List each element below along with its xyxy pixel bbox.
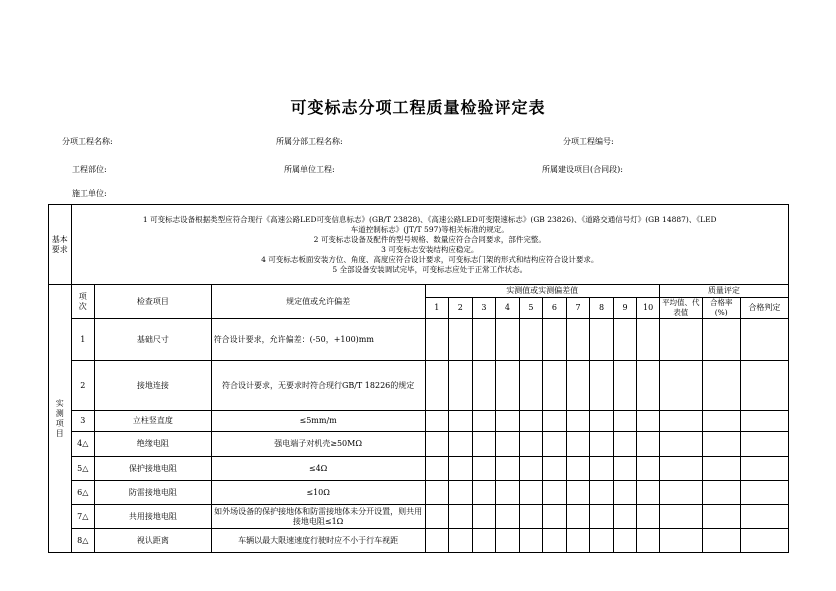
basic-requirements-text	[71, 205, 789, 285]
construction-unit-label: 施工单位:	[72, 189, 107, 198]
row-item: 视认距离	[95, 529, 212, 553]
row-item: 共用接地电阻	[95, 505, 212, 529]
row-item: 立柱竖直度	[95, 411, 212, 432]
row-seq: 2	[71, 361, 95, 411]
col-judge-header: 合格判定	[740, 298, 788, 319]
measure-col-number: 7	[566, 298, 590, 319]
header-row-1	[49, 285, 789, 298]
measured-items-label: 实测项目	[49, 285, 72, 553]
parent-item-name-label: 所属分部工程名称:	[276, 137, 343, 146]
row-item: 防雷接地电阻	[95, 481, 212, 505]
row-std: 如外场设备的保护接地体和防雷接地体未分开设置，则共用接地电阻≤1Ω	[211, 505, 425, 529]
construction-project-label: 所属建设项目(合同段):	[542, 165, 623, 174]
row-item: 基础尺寸	[95, 319, 212, 361]
row-seq: 3	[71, 411, 95, 432]
measure-col-number: 1	[425, 298, 449, 319]
requirement-line: 3 可变标志安装结构应稳定。	[381, 244, 479, 254]
basic-requirements-row	[49, 205, 789, 285]
measure-col-number: 5	[519, 298, 543, 319]
row-seq: 7△	[71, 505, 95, 529]
row-seq: 6△	[71, 481, 95, 505]
row-std: ≤4Ω	[211, 457, 425, 481]
row-std: 符合设计要求，无要求时符合现行GB/T 18226的规定	[211, 361, 425, 411]
table-row	[49, 457, 789, 481]
requirement-line: 5 全部设备安装调试完毕，可变标志应处于正常工作状态。	[332, 264, 528, 274]
measure-col-number: 10	[637, 298, 660, 319]
col-seq-header: 项次	[71, 285, 95, 319]
requirement-line: 4 可变标志板面安装方位、角度、高度应符合设计要求，可变标志门架的形式和结构应符合设计要求。	[261, 254, 599, 264]
col-quality-header: 质量评定	[659, 285, 788, 298]
measure-col-number: 8	[590, 298, 614, 319]
row-seq: 1	[71, 319, 95, 361]
row-std: 符合设计要求，允许偏差：(-50，+100)mm	[211, 319, 425, 361]
measure-col-number: 2	[449, 298, 473, 319]
project-part-label: 工程部位:	[72, 165, 107, 174]
col-measured-header: 实测值或实测偏差值	[425, 285, 659, 298]
requirement-line: 车道控制标志》(JT/T 597)等相关标准的规定。	[350, 224, 509, 234]
basic-requirements-label: 基本要求	[49, 205, 72, 285]
table-row	[49, 432, 789, 457]
col-avg-header: 平均值、代表值	[659, 298, 702, 319]
measure-col-number: 4	[496, 298, 520, 319]
requirement-line: 1 可变标志设备根据类型应符合现行《高速公路LED可变信息标志》(GB/T 23828)、《高速公路LED可变限速标志》(GB 23826)、《道路交通信号灯》(GB 14887)、《LED	[142, 214, 717, 224]
subitem-name-label: 分项工程名称:	[62, 137, 113, 146]
table-row	[49, 505, 789, 529]
requirement-line: 2 可变标志设备及配件的型号规格、数量应符合合同要求，部件完整。	[313, 234, 546, 244]
col-std-header: 规定值或允许偏差	[211, 285, 425, 319]
table-row	[49, 411, 789, 432]
row-std: ≤10Ω	[211, 481, 425, 505]
page-title: 可变标志分项工程质量检验评定表	[290, 98, 546, 117]
row-item: 接地连接	[95, 361, 212, 411]
table-row	[49, 529, 789, 553]
row-std: ≤5mm/m	[211, 411, 425, 432]
subitem-code-label: 分项工程编号:	[563, 137, 614, 146]
row-seq: 4△	[71, 432, 95, 457]
table-row	[49, 319, 789, 361]
measure-col-number: 6	[543, 298, 567, 319]
table-row	[49, 481, 789, 505]
row-item: 绝缘电阻	[95, 432, 212, 457]
table-row	[49, 361, 789, 411]
measure-col-number: 9	[613, 298, 637, 319]
row-seq: 5△	[71, 457, 95, 481]
inspection-table	[48, 204, 789, 553]
col-item-header: 检查项目	[95, 285, 212, 319]
row-item: 保护接地电阻	[95, 457, 212, 481]
measure-col-number: 3	[472, 298, 496, 319]
row-seq: 8△	[71, 529, 95, 553]
row-std: 强电端子对机壳≥50MΩ	[211, 432, 425, 457]
col-rate-header: 合格率(%)	[702, 298, 740, 319]
unit-project-label: 所属单位工程:	[284, 165, 335, 174]
row-std: 车辆以最大限速速度行驶时应不小于行车视距	[211, 529, 425, 553]
